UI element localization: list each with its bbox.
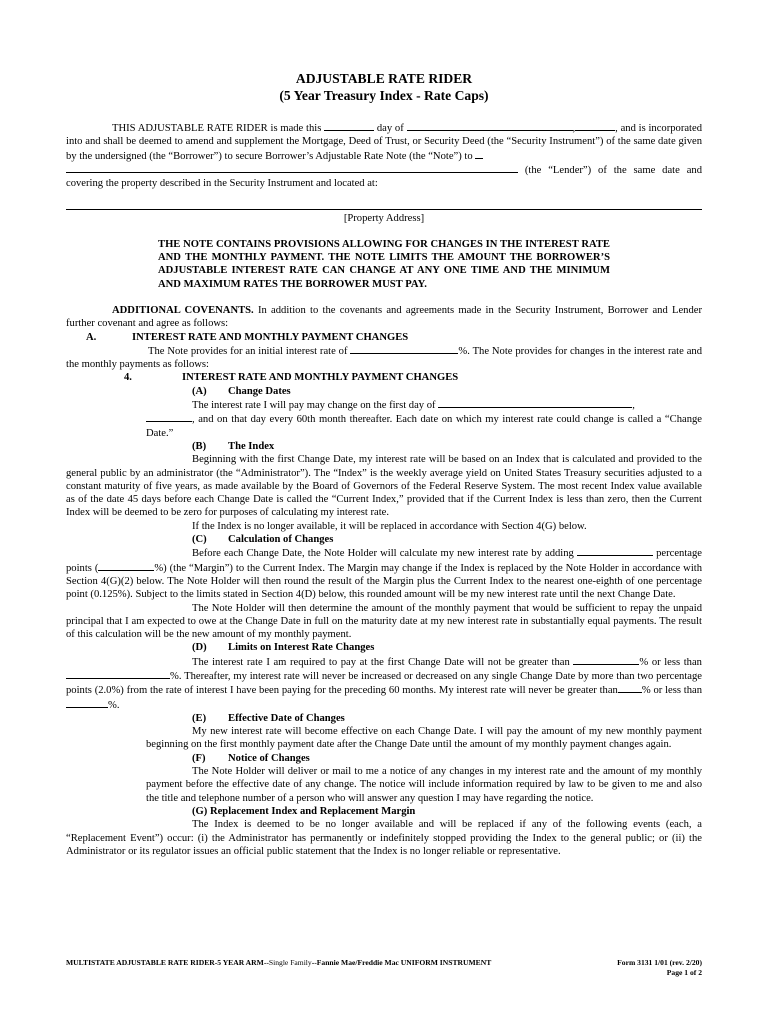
footer-form-title xyxy=(66,958,491,968)
subsection-d-text-2: % xyxy=(639,656,649,668)
document-page xyxy=(66,70,702,858)
subsection-d-text-4: %. Thereafter, my interest rate will never be increased or decreased on any single Change Date by more than two percentage points (2.0%) from the rate of interest I have been paying for the preceding 60 months. My interest rate will never be greater than xyxy=(66,670,702,697)
subsection-a-text-3: , and on that day every 60th month thereafter. Each date on which my interest rate could change is called a “Change Date.” xyxy=(146,414,702,439)
first-change-month-blank[interactable] xyxy=(438,398,632,408)
margin-percent-blank[interactable] xyxy=(98,561,154,571)
subsection-c-title: Calculation of Changes xyxy=(228,534,334,546)
subsection-d-title: Limits on Interest Rate Changes xyxy=(228,642,375,654)
subsection-c-text-4: The Note Holder will then determine the amount of the monthly payment that would be sufficient to repay the unpaid principal that I am expected to owe at the Change Date in full on the maturity date at my new interest rate in substantially equal payments. The result of this calculation will be the new amount of my monthly payment. xyxy=(66,602,702,641)
document-subtitle: (5 Year Treasury Index - Rate Caps) xyxy=(279,88,489,103)
margin-words-blank[interactable] xyxy=(577,546,653,556)
subsection-a-text-1: The interest rate I will pay may change on the first day of xyxy=(192,400,436,412)
section-a-text xyxy=(66,344,702,372)
subsection-d-text xyxy=(66,655,702,712)
subsection-d-label: (D) xyxy=(192,642,207,654)
subsection-c-text-3: %) (the “Margin”) to the Current Index. The Margin may change if the Index is replaced by the Note Holder in accordance with Section 4(G)(2) below. The Note Holder will then round the result of the Margin plus the Current Index to the nearest one-eighth of one percentage point (0.125%). Subject to the limits stated in Section 4(D) below, this rounded amount will be my new interest rate until the next Change Date. xyxy=(66,562,703,601)
subsection-b-heading xyxy=(192,440,702,453)
subsection-g-text: The Index is deemed to be no longer available and will be replaced if any of the following events (each, a “Replacement Event”) occur: (i) the Administrator has permanently or indefinitely stopped providing the Index to the general public; or (ii) the Administrator or its regulator issues an official public statement that the Index is no longer reliable or representative. xyxy=(66,819,702,857)
property-address-line[interactable] xyxy=(66,208,702,210)
section-a-heading xyxy=(66,331,702,344)
subsection-c-heading xyxy=(192,533,702,546)
subsection-a-title: Change Dates xyxy=(228,385,291,397)
first-change-year-blank[interactable] xyxy=(146,412,192,422)
intro-text: , xyxy=(572,123,576,134)
year-blank[interactable] xyxy=(575,121,615,131)
subsection-d-heading xyxy=(192,641,702,654)
subsection-c-text-2: percentage points ( xyxy=(66,548,702,574)
subsection-a-label: (A) xyxy=(192,385,207,397)
section-a-label: A. xyxy=(86,331,97,343)
subsection-e-label: (E) xyxy=(192,712,207,724)
footer-form-info xyxy=(617,958,702,978)
first-cap-min-blank[interactable] xyxy=(66,669,170,679)
footer-title-text: MULTISTATE ADJUSTABLE RATE RIDER-5 YEAR ARM-- xyxy=(66,958,269,967)
subsection-d-text-1: The interest rate I am required to pay at the first Change Date will not be greater than xyxy=(192,656,570,668)
month-blank[interactable] xyxy=(407,121,573,131)
subsection-c-text-1: Before each Change Date, the Note Holder will calculate my new interest rate by adding xyxy=(192,548,574,560)
subsection-c-label: (C) xyxy=(192,534,207,546)
notice-paragraph: THE NOTE CONTAINS PROVISIONS ALLOWING FOR CHANGES IN THE INTEREST RATE AND THE MONTHLY PAYMENT. THE NOTE LIMITS THE AMOUNT THE BORROWER’S ADJUSTABLE INTEREST RATE CAN CHANGE AT ANY ONE TIME AND THE MINIMUM AND MAXIMUM RATES THE BORROWER MUST PAY. xyxy=(158,238,610,290)
subsection-a-text-cont xyxy=(66,412,702,440)
subsection-g-heading: (G) Replacement Index and Replacement Margin xyxy=(192,805,416,817)
page-number: Page 1 of 2 xyxy=(666,968,702,977)
subsection-e-heading xyxy=(192,712,702,725)
subsection-a-text-2: , xyxy=(632,400,635,412)
section-4-title: INTEREST RATE AND MONTHLY PAYMENT CHANGES xyxy=(182,372,459,384)
section-4-label: 4. xyxy=(124,372,132,384)
intro-text: (the “Lender”) of the same date and covering the property described in the Security Instrument and located at: xyxy=(66,164,702,190)
subsection-f-text: The Note Holder will deliver or mail to me a notice of any changes in my interest rate and the amount of my monthly payment before the effective date of any change. The notice will include information required by law to be given to me and also the title and telephone number of a person who will answer any question I may have regarding the notice. xyxy=(146,766,702,804)
initial-rate-blank[interactable] xyxy=(350,344,458,354)
subsection-b-label: (B) xyxy=(192,440,207,452)
footer-title-light: Single Family xyxy=(268,958,312,967)
subsection-d-text-3: or less than xyxy=(651,656,702,668)
subsection-e-text: My new interest rate will become effective on each Change Date. I will pay the amount of my new monthly payment beginning on the first monthly payment date after the Change Date until the amount of my monthly payment changes again. xyxy=(146,726,702,751)
intro-text: THIS ADJUSTABLE RATE RIDER is made this xyxy=(112,123,322,134)
subsection-f-heading xyxy=(192,752,702,765)
intro-text: , and is incorporated into and shall be deemed to amend and supplement the Mortgage, Deed of Trust, or Security Deed (the “Security Instrument”) of the same date given by the undersigned (the “Borrower”) to secure Borrower’s Adjustable Rate Note (the “Note”) to xyxy=(66,123,702,162)
lifetime-max-blank[interactable] xyxy=(618,683,642,693)
first-cap-max-blank[interactable] xyxy=(573,655,639,665)
section-a-text-2: %. The Note provides for changes in the interest rate and the monthly payments as follows: xyxy=(66,345,703,371)
lifetime-min-blank[interactable] xyxy=(66,698,108,708)
lender-blank[interactable] xyxy=(66,163,518,173)
subsection-d-text-5: % or less than xyxy=(641,685,703,697)
subsection-f-title: Notice of Changes xyxy=(228,752,310,764)
intro-paragraph xyxy=(66,121,702,163)
subsection-e-title: Effective Date of Changes xyxy=(228,712,345,724)
subsection-f-label: (F) xyxy=(192,752,206,764)
property-address-label: [Property Address] xyxy=(343,213,425,225)
section-a-text-1: The Note provides for an initial interest rate of xyxy=(148,345,348,357)
document-title: ADJUSTABLE RATE RIDER xyxy=(295,71,473,86)
footer-title-text-2: --Fannie Mae/Freddie Mac UNIFORM INSTRUMENT xyxy=(311,958,492,967)
section-4-heading xyxy=(66,371,702,384)
subsection-a-text xyxy=(66,398,702,412)
form-number: Form 3131 1/01 (rev. 2/20) xyxy=(617,958,702,967)
lender-line xyxy=(66,163,702,191)
subsection-b-title: The Index xyxy=(228,440,275,452)
covenants-heading: ADDITIONAL COVENANTS. xyxy=(112,304,254,316)
lender-blank-start[interactable] xyxy=(475,149,483,159)
covenants-text: In addition to the covenants and agreements made in the Security Instrument, Borrower and Lender further covenant and agree as follows: xyxy=(66,304,702,330)
subsection-b-text-2: If the Index is no longer available, it will be replaced in accordance with Section 4(G) below. xyxy=(192,520,587,532)
day-blank[interactable] xyxy=(324,121,374,131)
subsection-d-text-6: %. xyxy=(108,699,120,711)
section-a-title: INTEREST RATE AND MONTHLY PAYMENT CHANGES xyxy=(132,331,409,343)
additional-covenants xyxy=(66,304,702,331)
subsection-b-text: Beginning with the first Change Date, my interest rate will be based on an Index that is calculated and provided to the general public by an administrator (the “Administrator”). The “Index” is the weekly average yield on United States Treasury securities adjusted to a constant maturity of five years, as made available by the Board of Governors of the Federal Reserve System. The most recent Index value available as of the date 45 days before each Change Date is called the “Current Index,” provided that if the Current Index is less than zero, then the Current Index will be deemed to be zero for purposes of calculating my interest rate. xyxy=(66,454,702,519)
subsection-c-text xyxy=(66,546,702,601)
subsection-a-heading xyxy=(192,385,702,398)
intro-text: day of xyxy=(376,123,404,134)
